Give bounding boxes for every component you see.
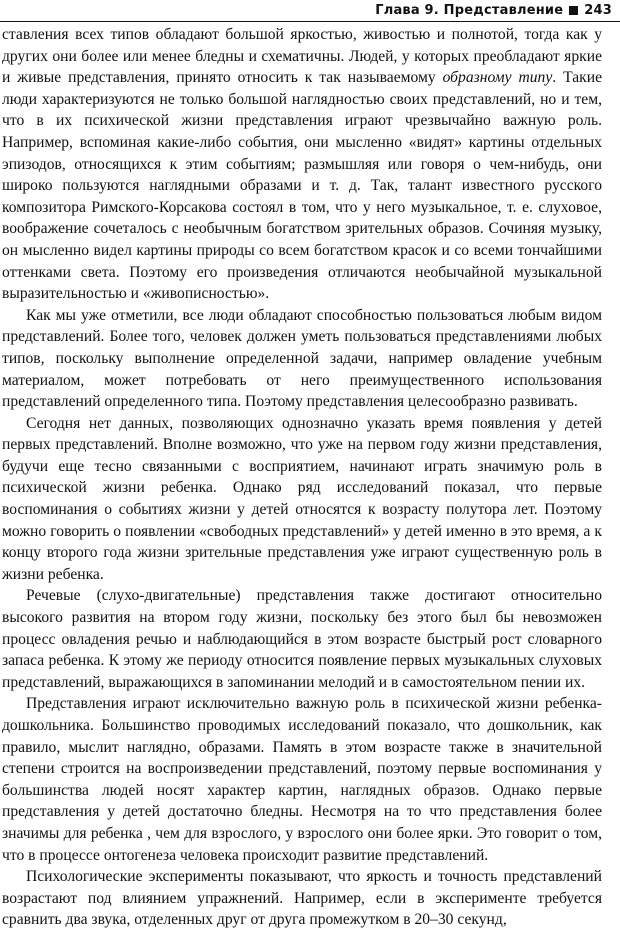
header-rule xyxy=(0,21,620,22)
paragraph-3: Сегодня нет данных, позволяющих однозначно указать время появления у детей первых представлений. Вполне возможно, что уже на первом году жизни представления, будучи еще тесно связанными с восприятием, начинают играть значимую роль в психической жизни ребенка. Однако ряд исследований показал, что первые воспоминания о событиях жизни у детей относятся к возрасту полутора лет. Поэтому можно говорить о появлении «свободных представлений» у детей именно в это время, а к концу второго года жизни зрительные представления уже играют существенную роль в жизни ребенка. xyxy=(2,414,602,583)
paragraph-1-text-a: ставления всех типов обладают большой яркостью, живостью и полнотой, тогда как у других они более или менее бледны и схематичны. Людей, у которых преобладают яркие и живые представления, принято относить к так называемому xyxy=(2,26,602,87)
page-number: 243 xyxy=(584,3,612,18)
page-body xyxy=(2,24,602,931)
chapter-title: Глава 9. Представление xyxy=(375,3,564,18)
running-header xyxy=(0,0,620,24)
paragraph-1 xyxy=(2,24,602,305)
paragraph-1-text-b: . Такие люди характеризуются не только большой наглядностью своих представлений, но и тем, что в их психической жизни представления играют чрезвычайно важную роль. Например, вспоминая какие-либо события, они мысленно «видят» картины отдельных эпизодов, относящихся к этим событиям; размышляя или говоря о чем-нибудь, они широко пользуются наглядными образами и т. д. Так, талант известного русского композитора Римского-Корсакова состоял в том, что у него музыкальное, т. е. слуховое, воображение сочеталось с необычным богатством зрительных образов. Сочиняя музыку, он мысленно видел картины природы со всем богатством красок и со всеми тончайшими оттенками света. Поэтому его произведения отличаются необычайной музыкальной выразительностью и «живописностью». xyxy=(2,69,602,303)
emphasis-term: образному типу xyxy=(442,69,553,87)
paragraph-6: Психологические эксперименты показывают, что яркость и точность представлений возрастают под влиянием упражнений. Например, если в эксперименте требуется сравнить два звука, отделенных друг от друга промежутком в 20–30 секунд, xyxy=(2,868,602,929)
running-head xyxy=(375,3,612,18)
paragraph-4: Речевые (слухо-двигательные) представления также достигают относительно высокого развития на втором году жизни, поскольку без этого был бы невозможен процесс овладения речью и наблюдающийся в этом возрасте быстрый рост словарного запаса ребенка. К этому же периоду относится появление первых музыкальных слуховых представлений, выражающихся в запоминании мелодий и в самостоятельном пении их. xyxy=(2,587,602,691)
black-square-icon xyxy=(569,6,578,15)
paragraph-5: Представления играют исключительно важную роль в психической жизни ребенка-дошкольника. Большинство проводимых исследований показало, что дошкольник, как правило, мыслит наглядно, образами. Память в этом возрасте также в значительной степени строится на воспроизведении представлений, поэтому первые воспоминания у большинства людей носят характер картин, наглядных образов. Однако первые представления у детей достаточно бледны. Несмотря на то что представления более значимы для ребенка , чем для взрослого, у взрослого они более ярки. Это говорит о том, что в процессе онтогенеза человека происходит развитие представлений. xyxy=(2,695,602,864)
paragraph-2: Как мы уже отметили, все люди обладают способностью пользоваться любым видом представлений. Более того, человек должен уметь пользоваться представлениями любых типов, поскольку выполнение определенной задачи, например овладение учебным материалом, может потребовать от него преимущественного использования представлений определенного типа. Поэтому представления целесообразно развивать. xyxy=(2,306,602,411)
